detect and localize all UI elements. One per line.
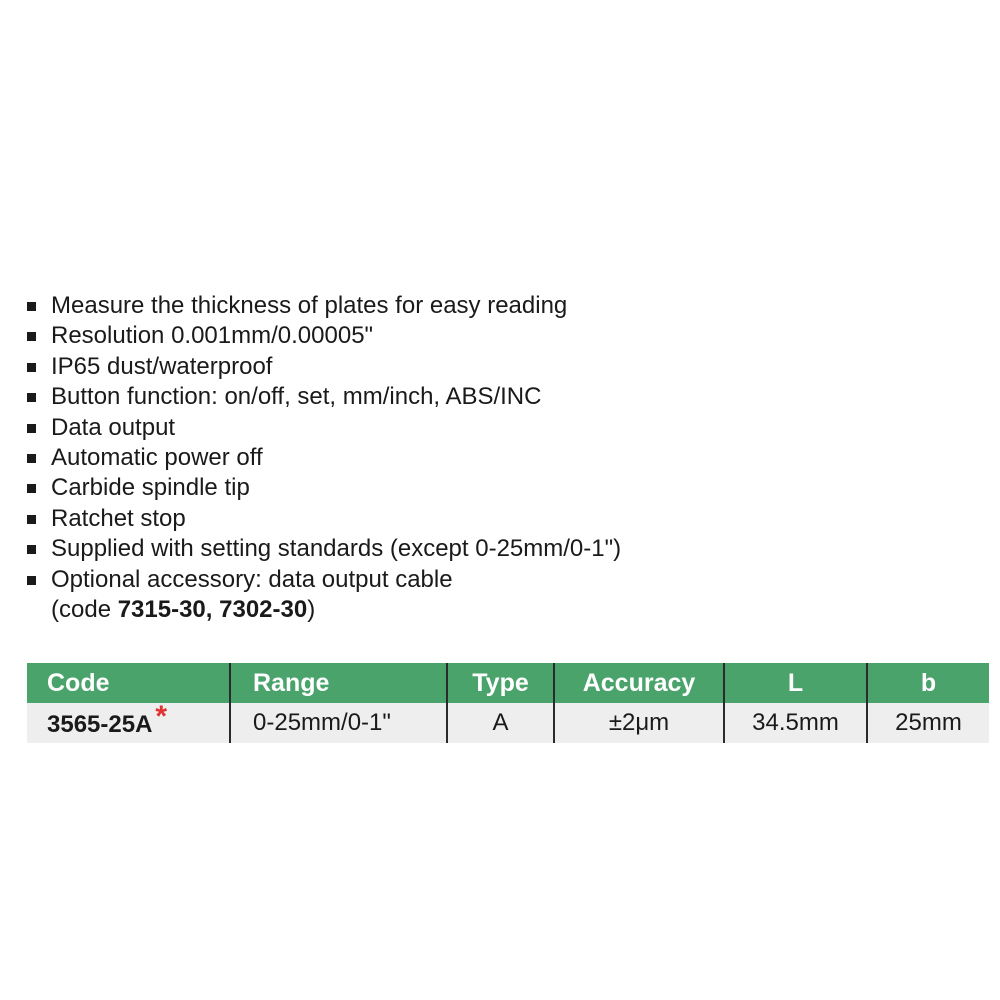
cell-b: 25mm <box>867 703 989 743</box>
asterisk-icon: * <box>155 700 168 733</box>
accessory-code-suffix: ) <box>307 596 316 624</box>
bullet-icon <box>27 302 36 311</box>
header-code: Code <box>27 663 230 703</box>
header-range: Range <box>230 663 447 703</box>
feature-text: Ratchet stop <box>51 504 186 532</box>
header-type: Type <box>447 663 554 703</box>
cell-code <box>27 700 230 743</box>
spec-table <box>27 663 989 743</box>
bullet-icon <box>27 332 36 341</box>
bullet-icon <box>27 363 36 372</box>
feature-text: Automatic power off <box>51 444 263 472</box>
cell-range: 0-25mm/0-1" <box>230 703 447 743</box>
feature-item <box>27 321 967 351</box>
header-l: L <box>724 663 867 703</box>
bullet-icon <box>27 424 36 433</box>
accessory-code-prefix: (code <box>51 596 118 624</box>
feature-text: Resolution 0.001mm/0.00005" <box>51 322 374 350</box>
feature-item <box>27 291 967 321</box>
bullet-icon <box>27 545 36 554</box>
bullet-icon <box>27 515 36 524</box>
feature-text: Carbide spindle tip <box>51 474 250 502</box>
feature-item <box>27 443 967 473</box>
cell-l: 34.5mm <box>724 703 867 743</box>
table-row <box>27 703 989 743</box>
feature-text: Data output <box>51 413 176 441</box>
cell-type: A <box>447 703 554 743</box>
code-value: 3565-25A <box>47 711 153 738</box>
feature-text: Measure the thickness of plates for easy reading <box>51 292 568 319</box>
cell-accuracy: ±2μm <box>554 703 724 743</box>
feature-text: Optional accessory: data output cable <box>51 565 453 593</box>
feature-item <box>27 504 967 534</box>
bullet-icon <box>27 454 36 463</box>
accessory-code-numbers: 7315-30, 7302-30 <box>117 596 308 624</box>
feature-item <box>27 565 967 626</box>
table-header-row <box>27 663 989 703</box>
feature-text: IP65 dust/waterproof <box>51 352 273 380</box>
feature-item <box>27 413 967 443</box>
feature-text: Button function: on/off, set, mm/inch, ABS/INC <box>51 383 542 411</box>
feature-item <box>27 534 967 564</box>
feature-list <box>27 291 967 625</box>
feature-item <box>27 473 967 503</box>
accessory-code-line <box>51 595 967 625</box>
bullet-icon <box>27 484 36 493</box>
feature-item <box>27 352 967 382</box>
feature-text: Supplied with setting standards (except 0-25mm/0-1") <box>51 535 622 563</box>
bullet-icon <box>27 576 36 585</box>
bullet-icon <box>27 393 36 402</box>
header-accuracy: Accuracy <box>554 663 724 703</box>
header-b: b <box>867 663 989 703</box>
feature-item <box>27 382 967 412</box>
